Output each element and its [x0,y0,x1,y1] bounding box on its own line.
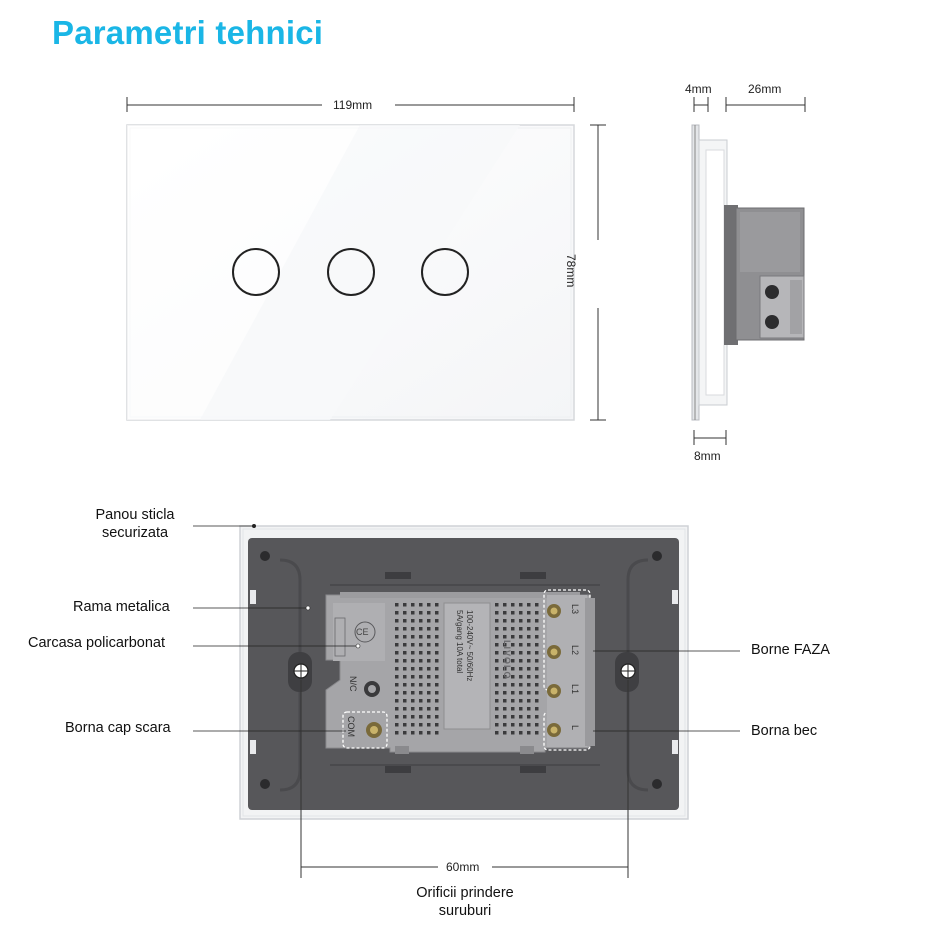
height-dimension [590,125,606,420]
label-orificii [400,884,530,920]
screw-spacing-label: 60mm [446,860,480,874]
label-borna-bec: Borna bec [751,723,818,739]
module-rating-1: 100-240V~ 50/60Hz [465,610,474,682]
module-ce-mark: CE [356,627,369,637]
terminal-l2: L2 [570,645,580,656]
module-brand: LIVOLO [502,640,512,680]
label-borna-cap-scara: Borna cap scara [65,720,171,736]
label-carcasa: Carcasa policarbonat [28,635,166,651]
module-nc: N/C [348,676,358,692]
page-title: Parametri tehnici [52,14,324,51]
label-orificii-line1: Orificii prindere [416,885,514,901]
side-view [692,97,805,445]
label-rama-metalica: Rama metalica [73,599,170,615]
module-com: COM [346,716,356,737]
width-label: 119mm [333,98,373,112]
terminal-l: L [570,725,580,731]
label-borne-faza: Borne FAZA [751,642,830,658]
label-orificii-line2: suruburi [438,903,492,919]
terminal-l1: L1 [570,684,580,695]
label-panou-line2: securizata [101,525,169,541]
module-rating-2: 5A/gang 10A total [455,610,464,674]
frame-thickness-label: 8mm [694,449,721,463]
terminal-l3: L3 [570,604,580,615]
front-glass-panel [127,125,574,420]
depth-label: 26mm [748,82,782,96]
label-panou-sticla [90,506,180,542]
height-label: 78mm [564,254,578,288]
module-label-plate [448,610,488,728]
label-panou-line1: Panou sticla [95,507,175,523]
glass-thickness-label: 4mm [685,82,712,96]
